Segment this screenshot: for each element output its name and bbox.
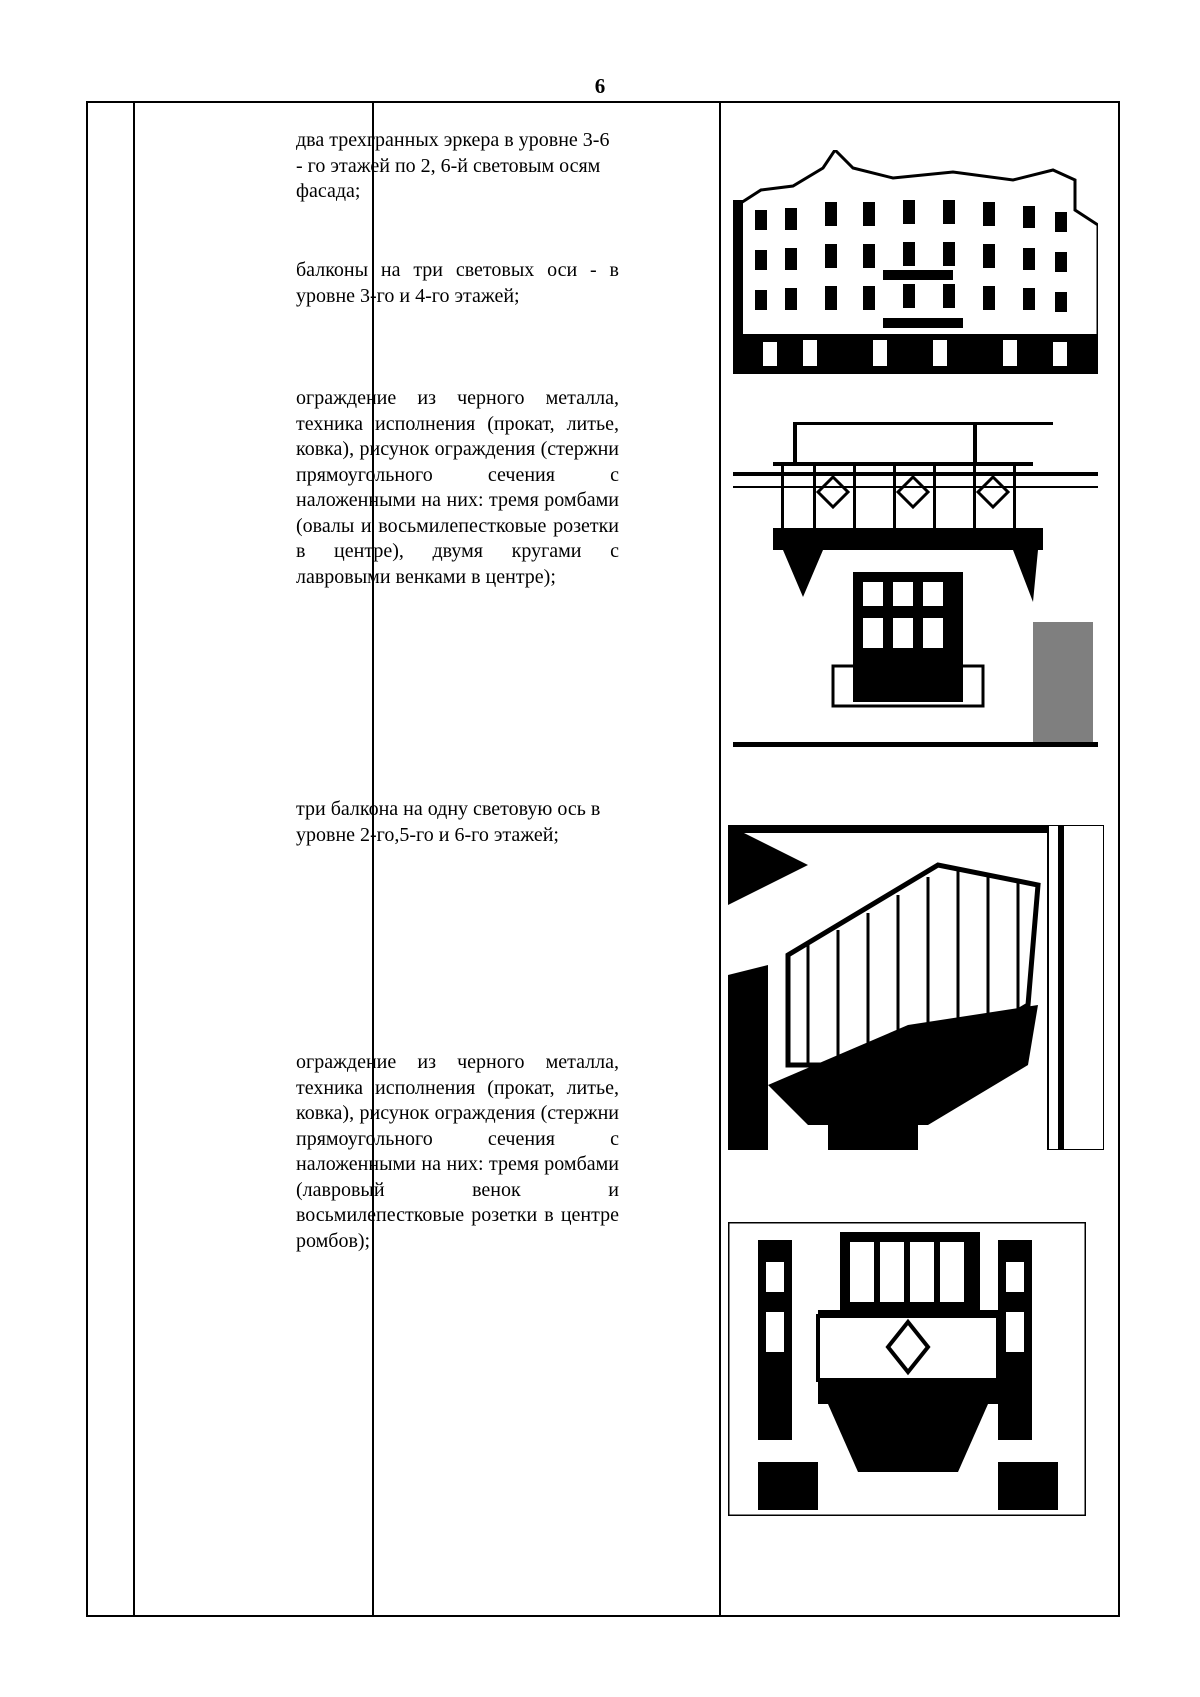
item-balconies-three-axes: балконы на три световых оси - в уровне 3-го и 4-го этажей; xyxy=(296,259,619,307)
item-railing-description-2: ограждение из черного металла, техника исполнения (прокат, литье, ковка), рисунок ограждения (стержни прямоугольного сечения с наложенными на них: тремя ромбами (лавровый венок и восьмилепестковые розетки в центре ромбов); xyxy=(296,1051,619,1252)
column-divider-3 xyxy=(719,103,721,1615)
balcony-underside-photo xyxy=(728,825,1104,1150)
balcony-railing-photo xyxy=(733,422,1098,747)
balcony-front-photo xyxy=(728,1222,1086,1516)
item-railing-description-1: ограждение из черного металла, техника исполнения (прокат, литье, ковка), рисунок ограждения (стержни прямоугольного сечения с наложенными на них: тремя ромбами (овалы и восьмилепестковые розетки в центре), двумя кругами с лавровыми венками в центре); xyxy=(296,387,619,588)
item-bay-windows: два трехгранных эркера в уровне 3-6 - го этажей по 2, 6-й световым осям фасада; xyxy=(296,129,610,202)
column-divider-1 xyxy=(133,103,135,1615)
page-number: 6 xyxy=(594,74,606,98)
item-balconies-one-axis: три балкона на одну световую ось в уровне 2-го,5-го и 6-го этажей; xyxy=(296,798,601,846)
column-divider-2 xyxy=(372,103,374,1615)
building-facade-photo xyxy=(733,150,1098,374)
